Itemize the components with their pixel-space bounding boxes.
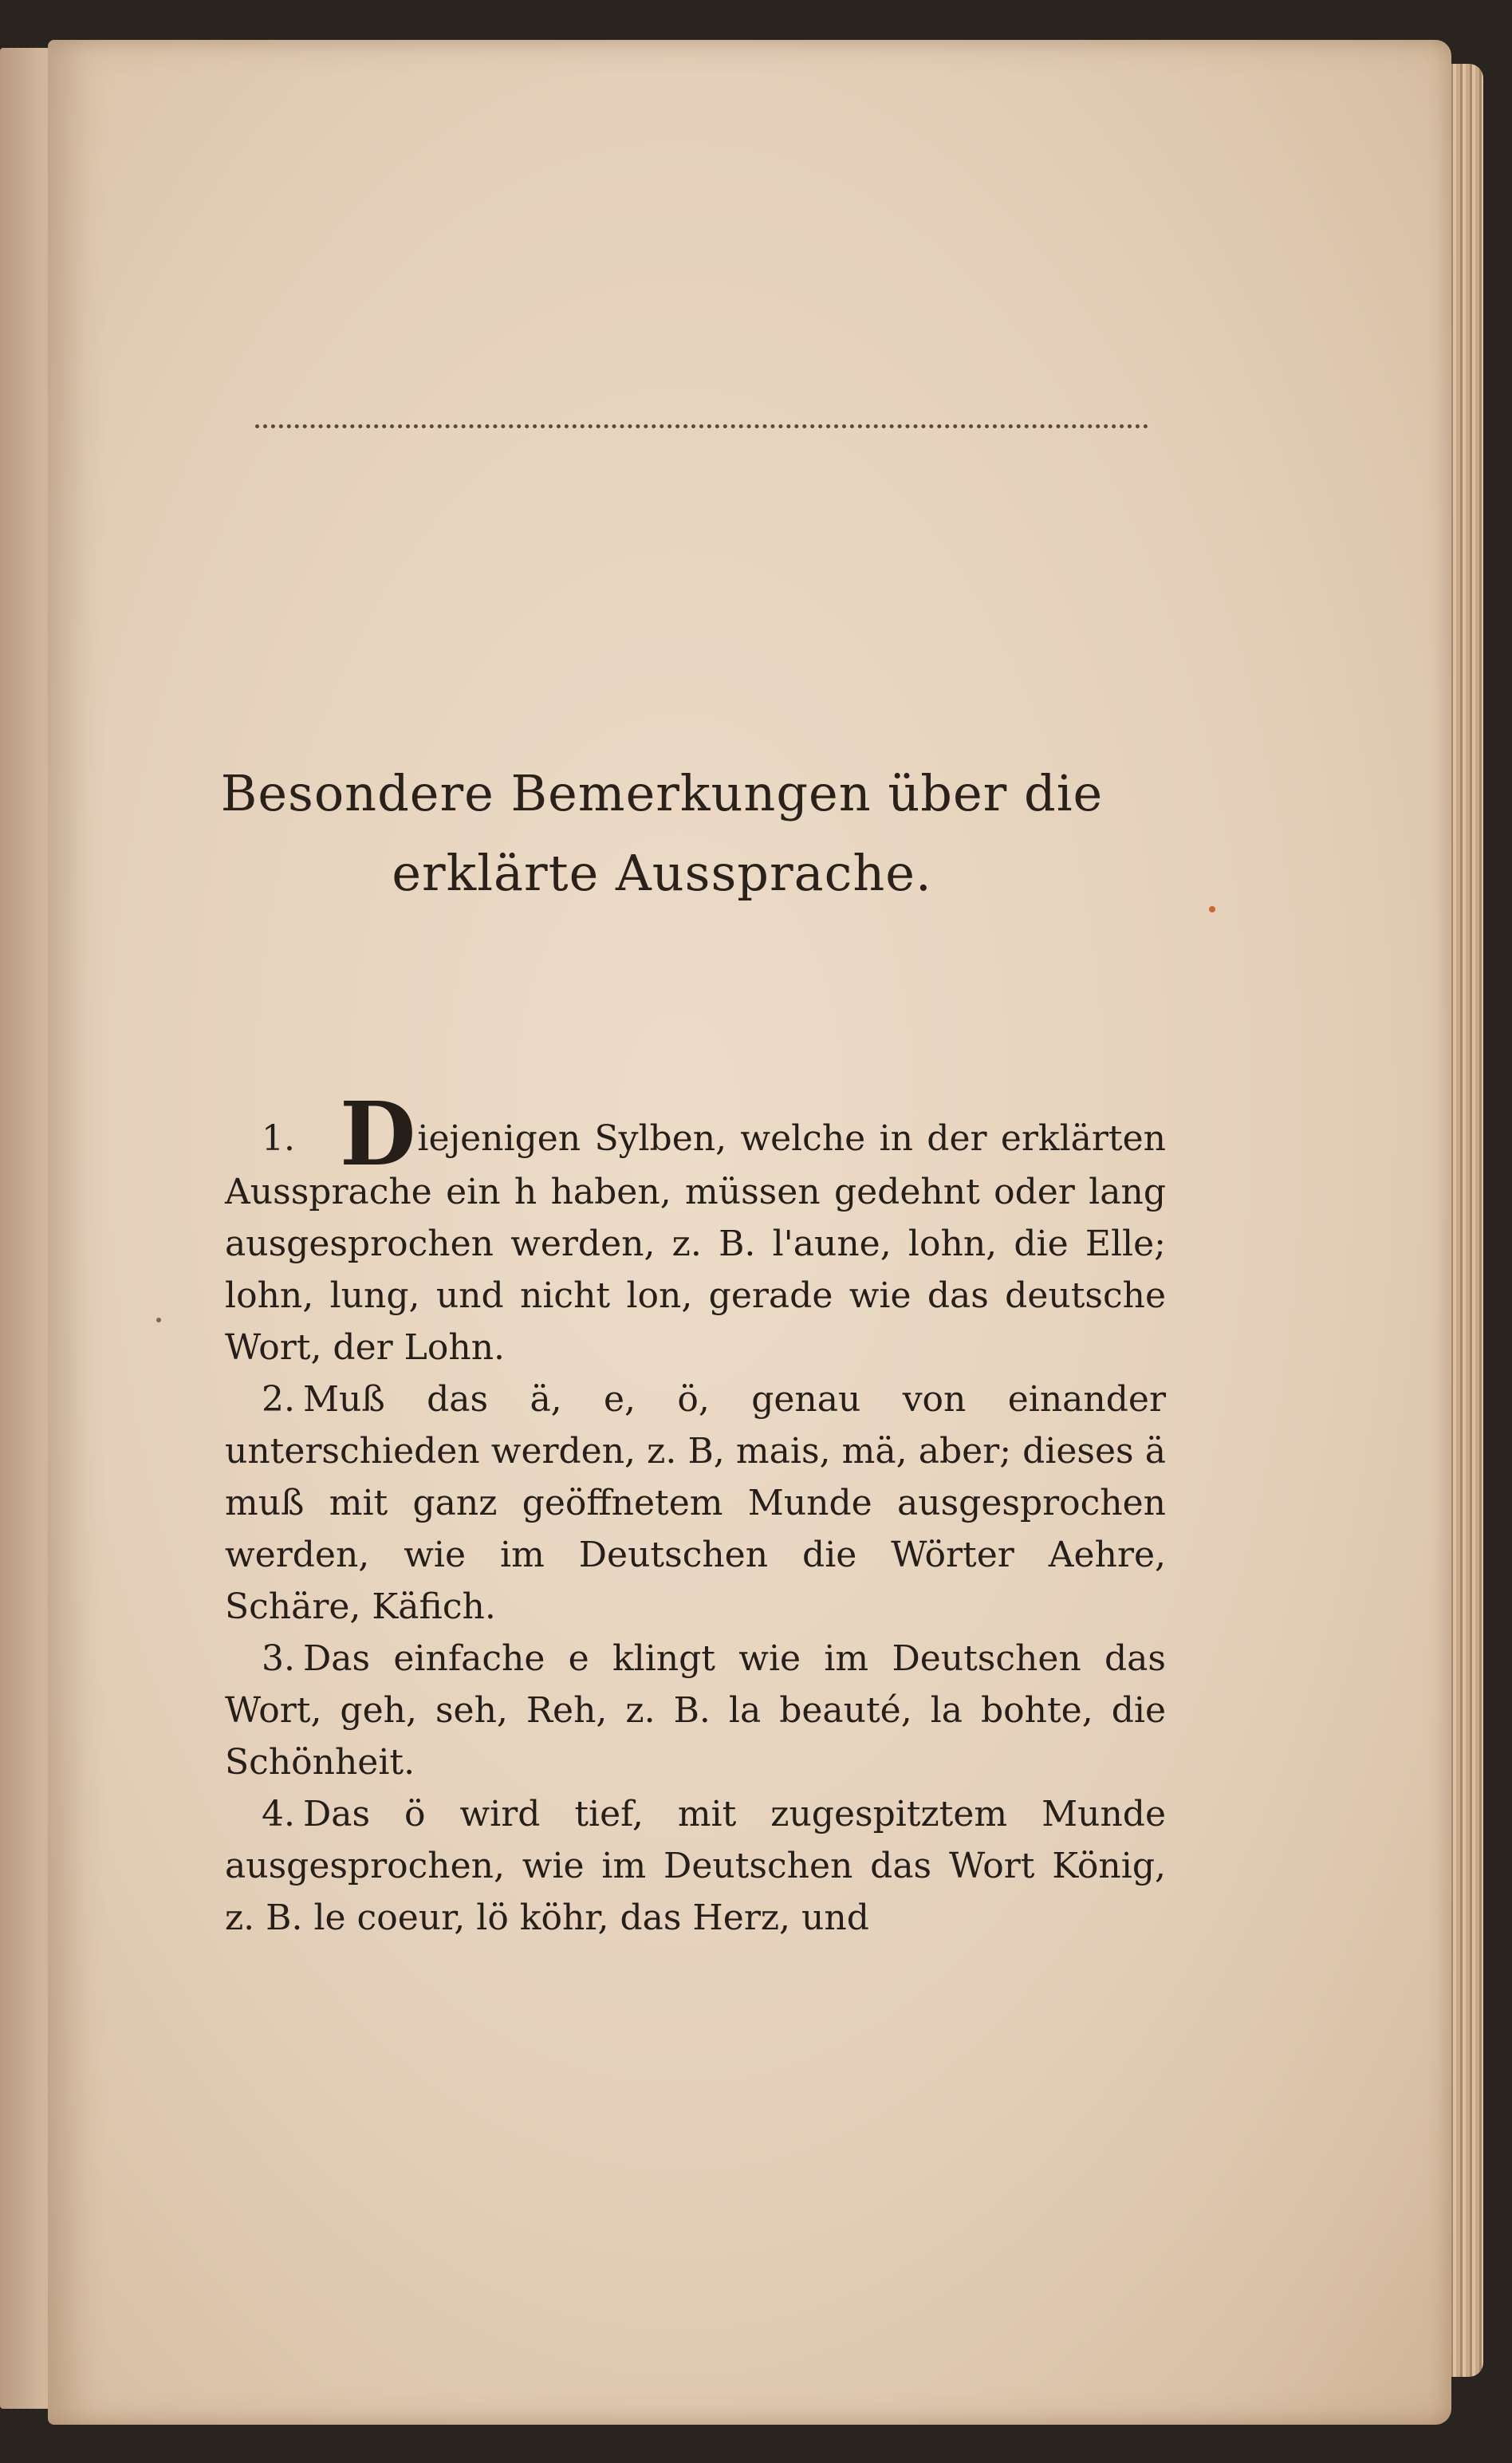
paragraph-2 xyxy=(225,1373,1166,1633)
paper-speck xyxy=(156,1318,161,1322)
paper-speck xyxy=(1209,906,1215,912)
paragraph-text: iejenigen Sylben, welche in der erklärten Aussprache ein h haben, müssen gedehnt oder lang ausgesprochen werden, z. B. l'aune, lohn, die Elle; lohn, lung, und nicht lon, gerade wie das deutsche Wort, der Lohn. xyxy=(225,1118,1166,1368)
heading-line-1: Besondere Bemerkungen über die xyxy=(220,764,1104,822)
heading-line-2: erklärte Aussprache. xyxy=(392,844,932,902)
paragraph-4 xyxy=(225,1788,1166,1944)
drop-cap: D xyxy=(339,1082,416,1185)
paragraph-text: Das ö wird tief, mit zugespitztem Munde ausgesprochen, wie im Deutschen das Wort König, z. B. le coeur, lö köhr, das Herz, und xyxy=(225,1794,1166,1938)
section-heading xyxy=(159,754,1164,913)
paragraph-number: 4. xyxy=(262,1794,295,1834)
paragraph-1 xyxy=(225,1082,1166,1373)
paragraph-number: 1. xyxy=(262,1118,295,1159)
paragraph-3 xyxy=(225,1633,1166,1788)
paragraph-text: Muß das ä, e, ö, genau von einander unterschieden werden, z. B, mais, mä, aber; dieses ä muß mit ganz geöffnetem Munde ausgesprochen werden, wie im Deutschen die Wörter Aehre, Schäre, Käfich. xyxy=(225,1379,1166,1627)
paragraph-text: Das einfache e klingt wie im Deutschen das Wort, geh, seh, Reh, z. B. la beauté, la bohte, die Schönheit. xyxy=(225,1638,1166,1783)
paragraph-number: 3. xyxy=(262,1638,295,1679)
paragraph-number: 2. xyxy=(262,1379,295,1420)
body-text xyxy=(225,1082,1166,1944)
dotted-rule xyxy=(255,424,1148,428)
